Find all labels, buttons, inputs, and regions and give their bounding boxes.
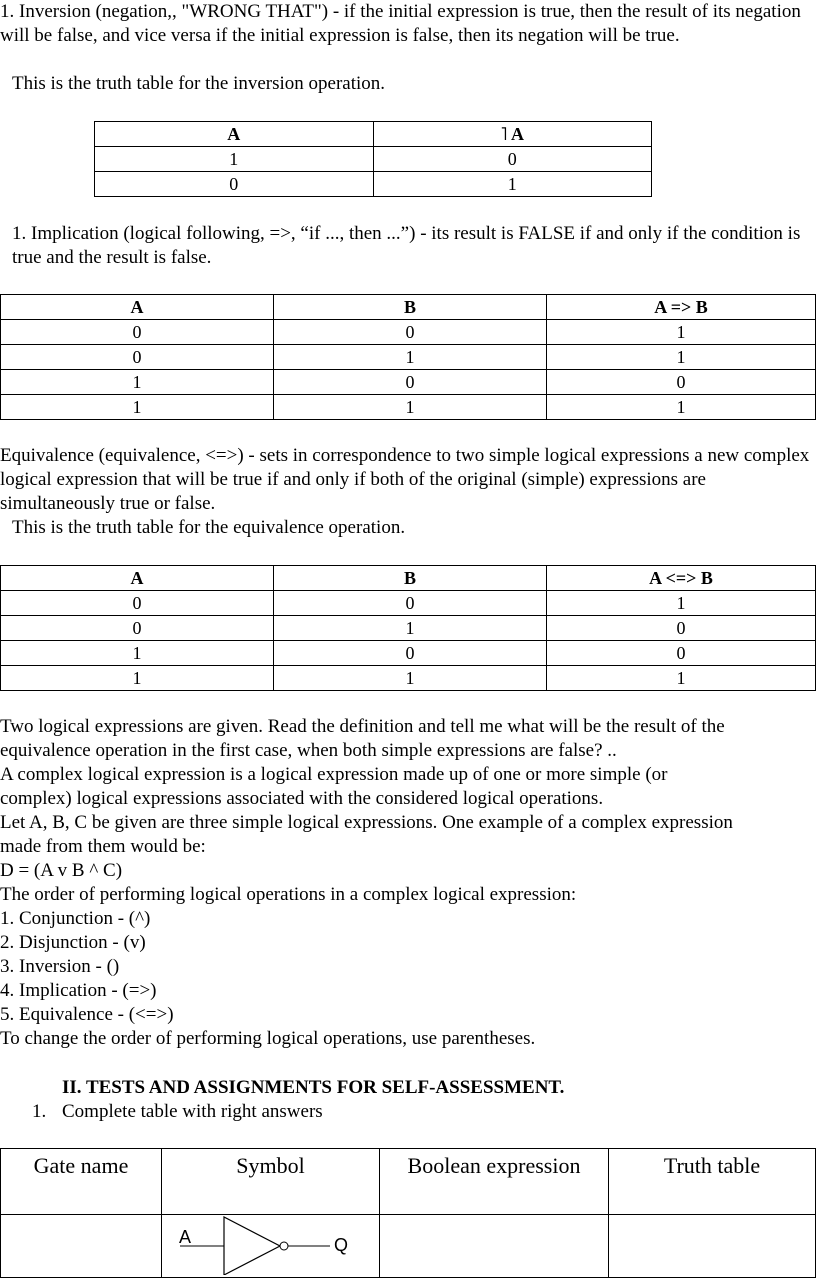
symbol-input-label: A xyxy=(179,1227,192,1247)
table-header-row xyxy=(1,1149,816,1215)
table-cell: 1 xyxy=(547,320,816,345)
table-cell: 1 xyxy=(274,666,547,691)
column-header: Gate name xyxy=(1,1149,162,1215)
table-row xyxy=(1,345,816,370)
table-header-row xyxy=(1,295,816,320)
table-cell: 0 xyxy=(547,616,816,641)
table-cell: 1 xyxy=(274,616,547,641)
body-text xyxy=(0,715,816,1051)
list-item: 5. Equivalence - (<=>) xyxy=(0,1004,174,1025)
table-cell: 1 xyxy=(373,172,652,197)
table-row xyxy=(1,666,816,691)
formula-line: D = (A v B ^ C) xyxy=(0,860,123,881)
gate-name-cell[interactable] xyxy=(1,1215,162,1278)
text-line: made from them would be: xyxy=(0,836,206,857)
table-row xyxy=(1,320,816,345)
task-number: 1. xyxy=(32,1101,47,1122)
column-header: ˥ A xyxy=(373,122,652,147)
table-row xyxy=(95,172,652,197)
column-header: A xyxy=(1,566,274,591)
text-line: Let A, B, C be given are three simple logical expressions. One example of a complex expression xyxy=(0,812,733,833)
symbol-output-label: Q xyxy=(334,1235,349,1255)
table-row xyxy=(1,591,816,616)
column-header: Symbol xyxy=(162,1149,380,1215)
text-line: The order of performing logical operations in a complex logical expression: xyxy=(0,884,577,905)
list-item: 1. Conjunction - (^) xyxy=(0,908,151,929)
table-row xyxy=(95,147,652,172)
implication-paragraph: 1. Implication (logical following, =>, “if ..., then ...”) - its result is FALSE if and only if the condition is true and the result is false. xyxy=(12,223,801,268)
column-header: B xyxy=(274,566,547,591)
column-header: Boolean expression xyxy=(380,1149,609,1215)
task-text: Complete table with right answers xyxy=(62,1101,323,1122)
inversion-paragraph: 1. Inversion (negation,, "WRONG THAT") - if the initial expression is true, then the result of its negation will be false, and vice versa if the initial expression is false, then its negation will be true. xyxy=(0,1,801,46)
symbol-cell xyxy=(162,1215,380,1278)
column-header: A <=> B xyxy=(547,566,816,591)
table-cell: 0 xyxy=(547,370,816,395)
list-item: 2. Disjunction - (v) xyxy=(0,932,146,953)
table-cell: 1 xyxy=(547,666,816,691)
text-line: To change the order of performing logical operations, use parentheses. xyxy=(0,1028,536,1049)
table-cell: 1 xyxy=(1,666,274,691)
column-header: Truth table xyxy=(609,1149,816,1215)
table-cell: 0 xyxy=(274,370,547,395)
table-row xyxy=(1,616,816,641)
table-cell: 0 xyxy=(1,591,274,616)
table-row xyxy=(1,641,816,666)
table-cell: 1 xyxy=(1,370,274,395)
table-cell: 1 xyxy=(1,395,274,420)
text-line: complex) logical expressions associated with the considered logical operations. xyxy=(0,788,604,809)
table-cell: 0 xyxy=(274,641,547,666)
table-cell: 1 xyxy=(547,345,816,370)
table-cell: 0 xyxy=(547,641,816,666)
table-header-row xyxy=(1,566,816,591)
text-line: equivalence operation in the first case, when both simple expressions are false? .. xyxy=(0,740,617,761)
table-cell: 0 xyxy=(95,172,374,197)
column-header: A xyxy=(1,295,274,320)
table-cell: 1 xyxy=(95,147,374,172)
table-cell: 1 xyxy=(1,641,274,666)
text-line: A complex logical expression is a logical expression made up of one or more simple (or xyxy=(0,764,668,785)
inversion-truth-table xyxy=(94,121,652,197)
text-line: Two logical expressions are given. Read the definition and tell me what will be the result of the xyxy=(0,716,725,737)
inversion-intro: This is the truth table for the inversion operation. xyxy=(12,73,386,94)
equivalence-intro: This is the truth table for the equivalence operation. xyxy=(12,517,406,538)
table-header-row xyxy=(95,122,652,147)
table-row xyxy=(1,395,816,420)
table-cell: 1 xyxy=(547,591,816,616)
truth-table-cell[interactable] xyxy=(609,1215,816,1278)
equivalence-truth-table xyxy=(0,565,816,691)
table-cell: 0 xyxy=(1,345,274,370)
table-cell: 0 xyxy=(274,591,547,616)
gates-table xyxy=(0,1148,816,1278)
implication-truth-table xyxy=(0,294,816,420)
column-header: B xyxy=(274,295,547,320)
table-cell: 0 xyxy=(373,147,652,172)
equivalence-paragraph: Equivalence (equivalence, <=>) - sets in correspondence to two simple logical expressions a new complex logical expression that will be true if and only if both of the original (simple) expressions are simultaneously true or false. xyxy=(0,445,810,514)
table-cell: 0 xyxy=(1,616,274,641)
list-item: 4. Implication - (=>) xyxy=(0,980,157,1001)
table-cell: 0 xyxy=(1,320,274,345)
list-item: 3. Inversion - () xyxy=(0,956,120,977)
table-cell: 0 xyxy=(274,320,547,345)
section-heading: II. TESTS AND ASSIGNMENTS FOR SELF-ASSESSMENT. xyxy=(62,1077,565,1098)
table-cell: 1 xyxy=(547,395,816,420)
table-cell: 1 xyxy=(274,345,547,370)
boolean-expression-cell[interactable] xyxy=(380,1215,609,1278)
column-header: A xyxy=(95,122,374,147)
column-header: A => B xyxy=(547,295,816,320)
table-cell: 1 xyxy=(274,395,547,420)
table-row xyxy=(1,1215,816,1278)
table-row xyxy=(1,370,816,395)
